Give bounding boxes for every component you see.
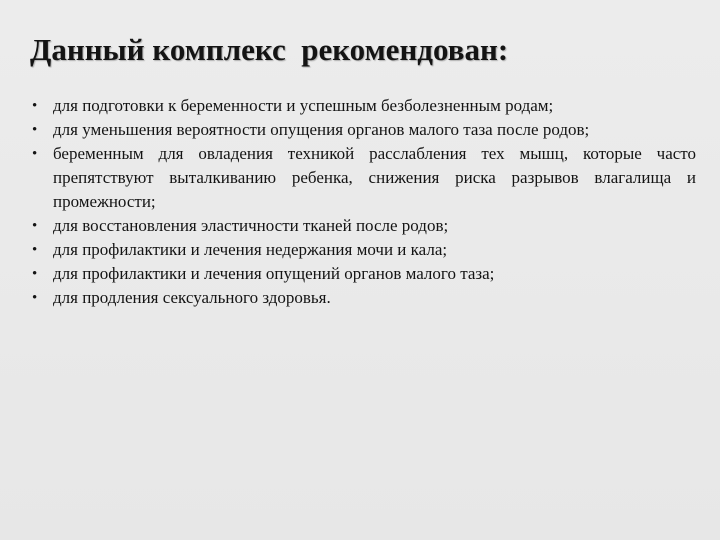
- list-item-text: беременным для овладения техникой расслабления тех мышц, которые часто препятствуют выталкиванию ребенка, снижения риска разрывов влагалища и промежности;: [53, 144, 696, 211]
- list-item: [32, 286, 696, 310]
- bullet-icon: •: [32, 290, 38, 306]
- list-item-text: для уменьшения вероятности опущения органов малого таза после родов;: [53, 120, 590, 139]
- list-item: [32, 238, 696, 262]
- list-item: [32, 214, 696, 238]
- bullet-icon: •: [32, 218, 38, 234]
- list-item-text: для профилактики и лечения недержания мочи и кала;: [53, 240, 448, 259]
- recommendation-list: [32, 94, 696, 310]
- bullet-icon: •: [32, 242, 38, 258]
- list-item-text: для восстановления эластичности тканей после родов;: [53, 216, 449, 235]
- list-item: [32, 262, 696, 286]
- bullet-icon: •: [32, 146, 38, 162]
- list-item-text: для подготовки к беременности и успешным безболезненным родам;: [53, 96, 554, 115]
- bullet-icon: •: [32, 98, 38, 114]
- list-item-text: для профилактики и лечения опущений органов малого таза;: [53, 264, 495, 283]
- list-item: [32, 94, 696, 118]
- bullet-icon: •: [32, 122, 38, 138]
- slide-title: Данный комплекс рекомендован:: [30, 32, 509, 67]
- list-item: [32, 142, 696, 214]
- bullet-icon: •: [32, 266, 38, 282]
- list-item-text: для продления сексуального здоровья.: [53, 288, 331, 307]
- list-item: [32, 118, 696, 142]
